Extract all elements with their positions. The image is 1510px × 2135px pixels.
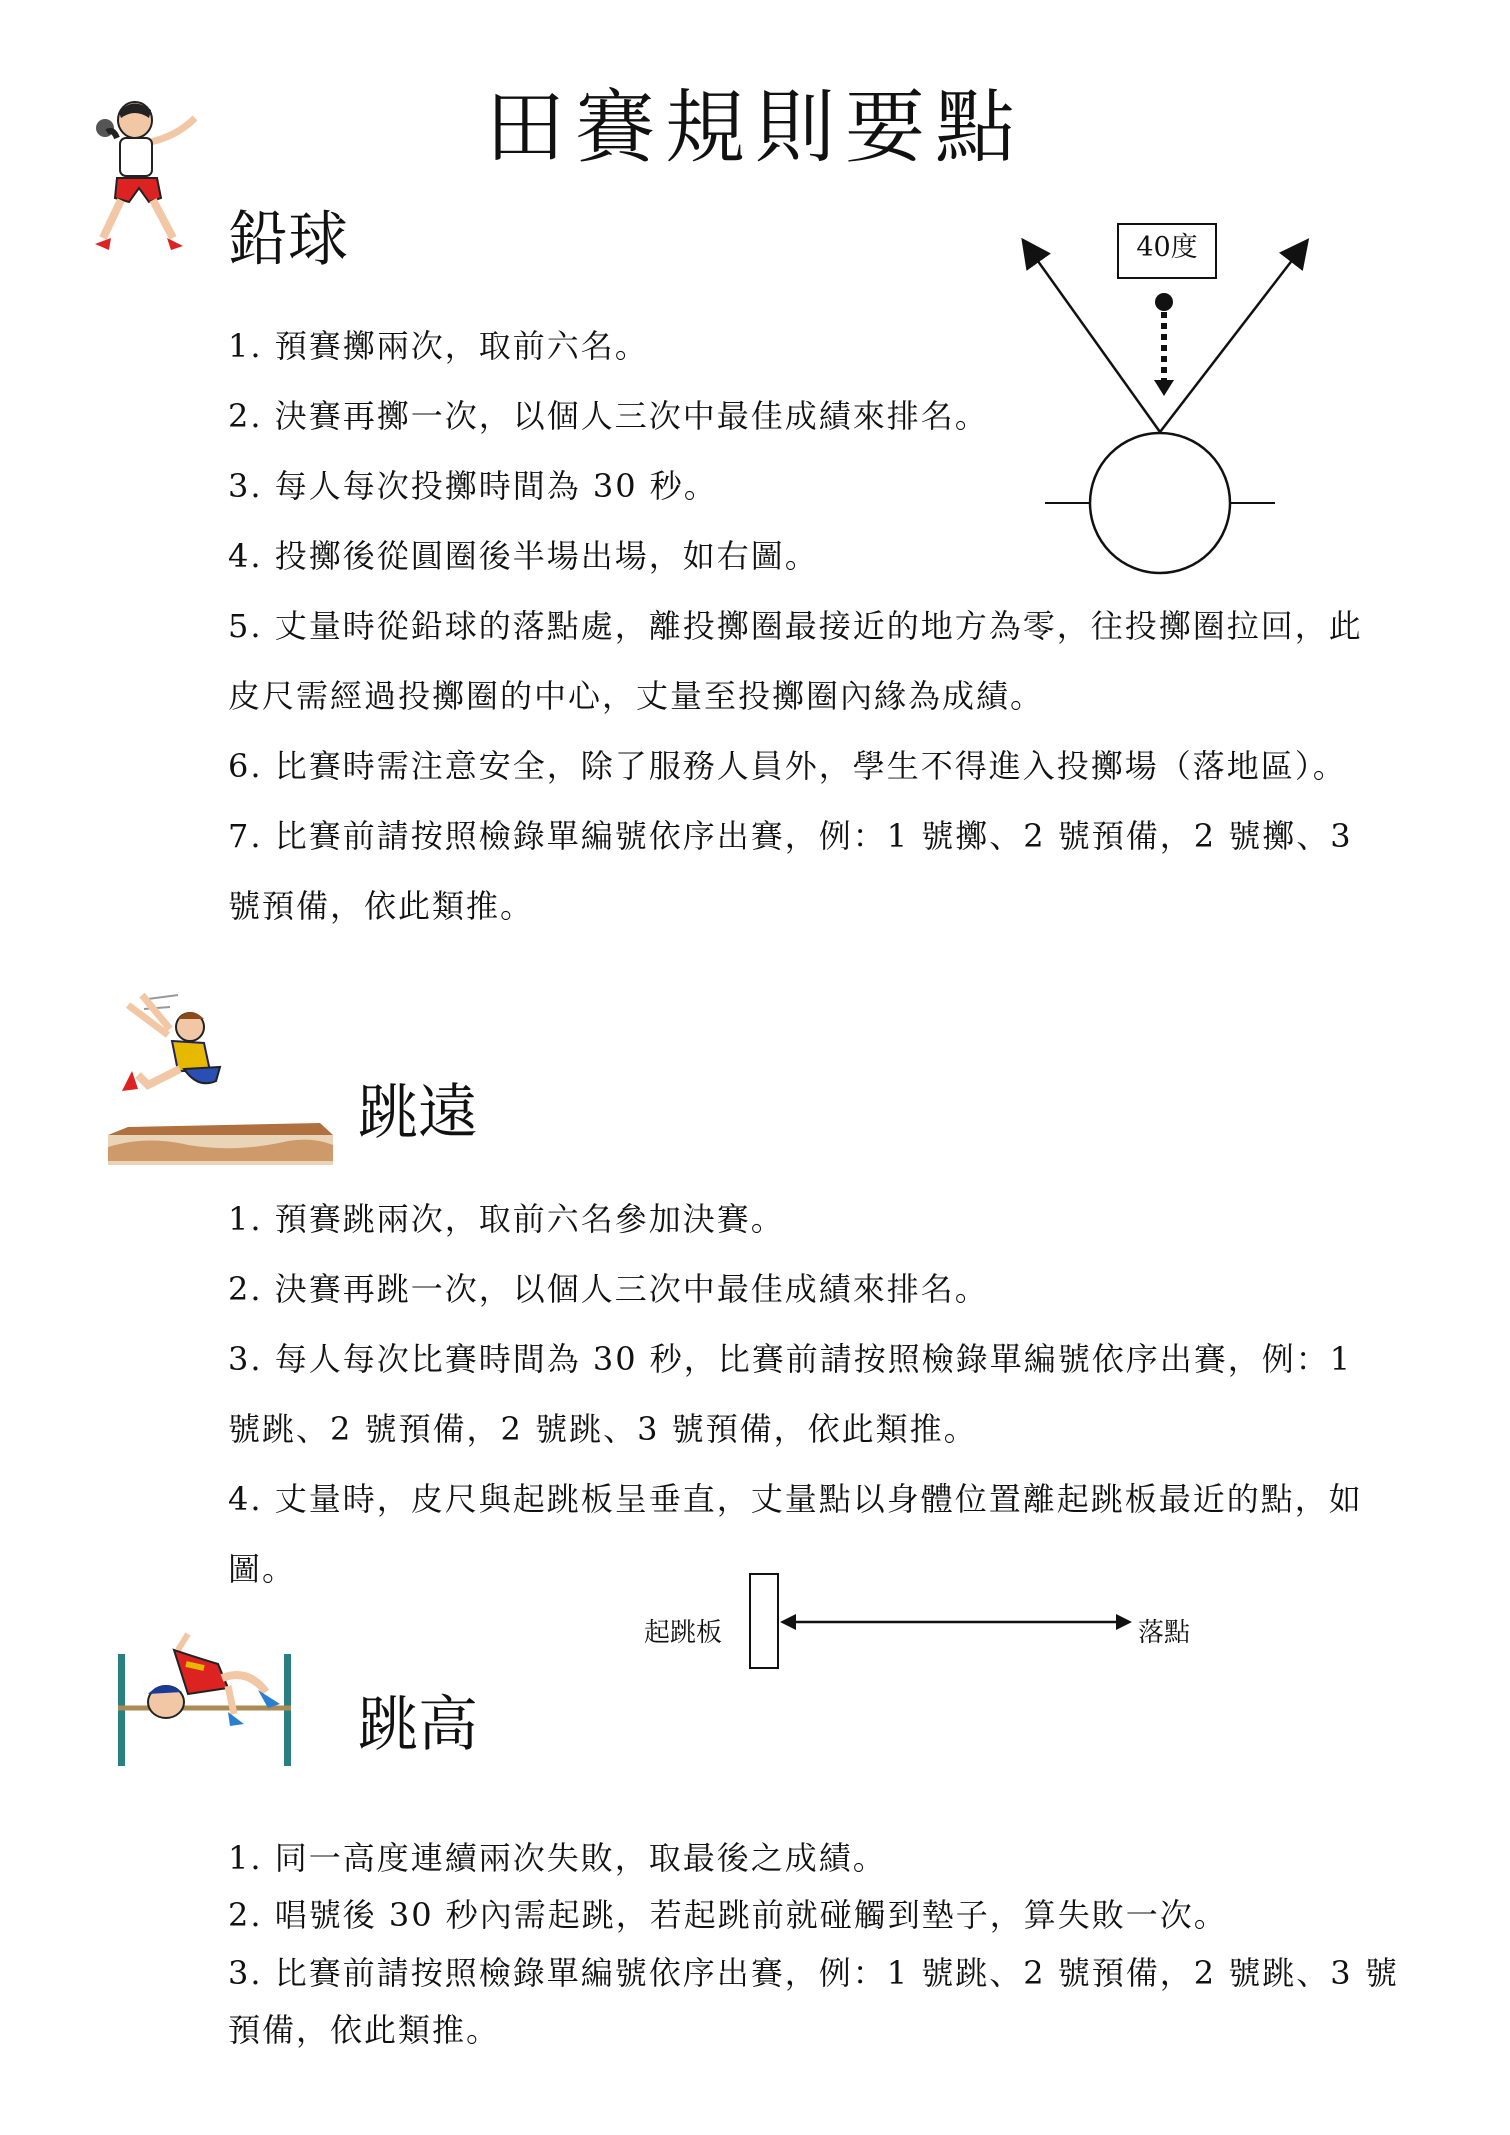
shot-put-rule: 1. 預賽擲兩次，取前六名。 xyxy=(228,327,649,365)
high-jump-rule: 1. 同一高度連續兩次失敗，取最後之成績。 xyxy=(228,1839,887,1877)
shot-put-rule: 皮尺需經過投擲圈的中心，丈量至投擲圈內緣為成績。 xyxy=(228,677,1045,715)
long-jump-rule: 4. 丈量時，皮尺與起跳板呈垂直，丈量點以身體位置離起跳板最近的點，如 xyxy=(228,1480,1363,1518)
long-jump-athlete-icon xyxy=(108,985,333,1165)
shot-put-rule: 7. 比賽前請按照檢錄單編號依序出賽，例：1 號擲、2 號預備，2 號擲、3 xyxy=(228,817,1353,855)
shot-put-rule: 2. 決賽再擲一次，以個人三次中最佳成績來排名。 xyxy=(228,397,989,435)
long-jump-rule: 號跳、2 號預備，2 號跳、3 號預備，依此類推。 xyxy=(228,1410,978,1448)
shot-put-rule: 3. 每人每次投擲時間為 30 秒。 xyxy=(228,467,718,505)
shot-put-heading: 鉛球 xyxy=(228,205,348,275)
takeoff-board-label: 起跳板 xyxy=(644,1618,723,1648)
angle-label: 40度 xyxy=(1136,232,1198,263)
long-jump-rule: 圖。 xyxy=(228,1550,297,1588)
long-jump-heading: 跳遠 xyxy=(358,1078,478,1148)
long-jump-rule: 3. 每人每次比賽時間為 30 秒，比賽前請按照檢錄單編號依序出賽，例：1 xyxy=(228,1340,1353,1378)
shot-put-rule: 4. 投擲後從圓圈後半場出場，如右圖。 xyxy=(228,537,819,575)
high-jump-heading: 跳高 xyxy=(358,1690,478,1760)
long-jump-rule: 2. 決賽再跳一次，以個人三次中最佳成績來排名。 xyxy=(228,1270,989,1308)
long-jump-measure-diagram xyxy=(748,1572,1138,1672)
shot-put-rule: 號預備，依此類推。 xyxy=(228,887,535,925)
high-jump-rule: 3. 比賽前請按照檢錄單編號依序出賽，例：1 號跳、2 號預備，2 號跳、3 號 xyxy=(228,1954,1399,1992)
high-jump-rule: 2. 唱號後 30 秒內需起跳，若起跳前就碰觸到墊子，算失敗一次。 xyxy=(228,1896,1228,1934)
high-jump-rule: 預備，依此類推。 xyxy=(228,2011,501,2049)
high-jump-athlete-icon xyxy=(118,1628,298,1768)
shot-put-athlete-icon xyxy=(95,98,210,258)
landing-point-label: 落點 xyxy=(1138,1618,1191,1648)
long-jump-rule: 1. 預賽跳兩次，取前六名參加決賽。 xyxy=(228,1200,785,1238)
shot-put-rule: 6. 比賽時需注意安全，除了服務人員外，學生不得進入投擲場（落地區）。 xyxy=(228,747,1347,785)
page-title: 田賽規則要點 xyxy=(485,81,1025,174)
shot-put-rule: 5. 丈量時從鉛球的落點處，離投擲圈最接近的地方為零，往投擲圈拉回，此 xyxy=(228,607,1363,645)
